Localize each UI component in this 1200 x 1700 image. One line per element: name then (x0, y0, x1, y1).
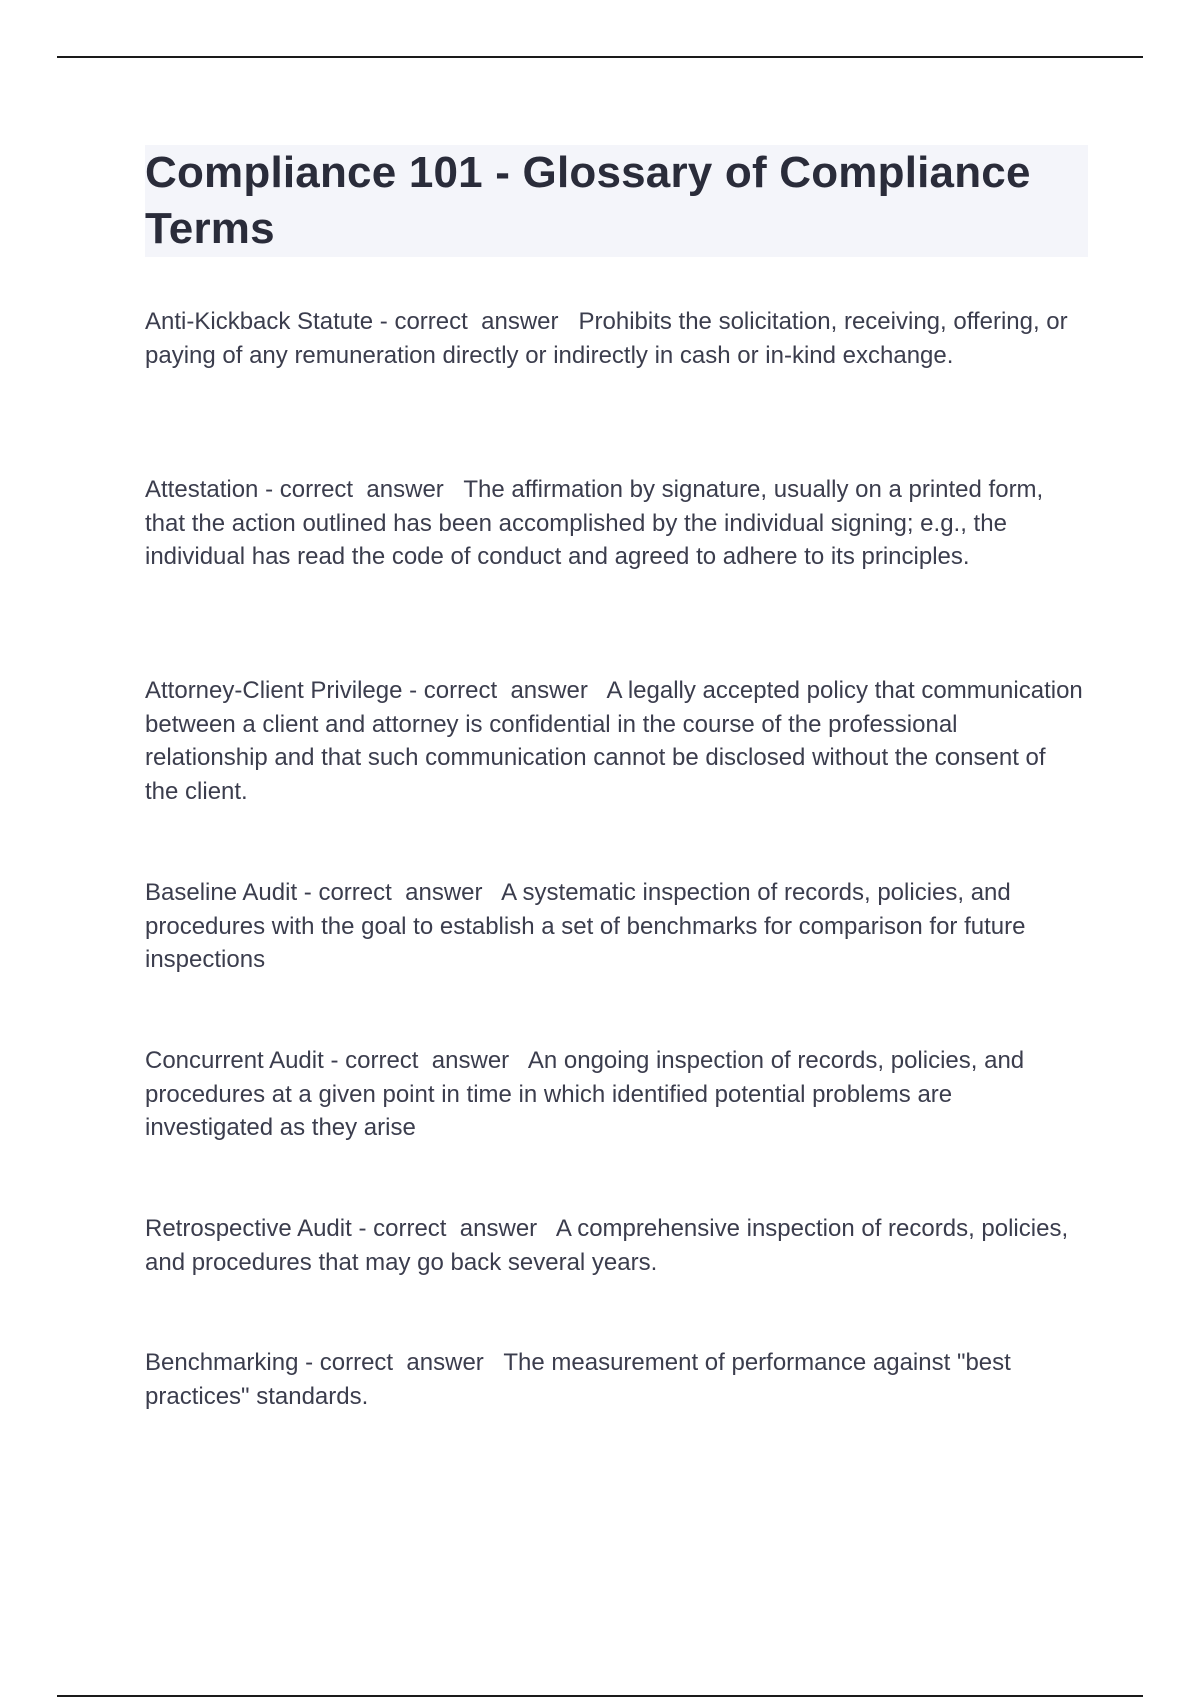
glossary-entry (145, 876, 1085, 977)
top-rule (57, 56, 1143, 58)
glossary-definition: The affirmation by signature, usually on a printed form, that the action outlined has been accomplished by the individual signing; e.g., the individual has read the code of conduct and agreed to adhere to its principles. (145, 476, 1050, 570)
glossary-term: Baseline Audit (145, 879, 298, 906)
glossary-entry (145, 674, 1090, 808)
answer-separator: - correct answer (402, 677, 607, 704)
answer-separator: - correct answer (323, 1047, 528, 1074)
glossary-definition: Prohibits the solicitation, receiving, offering, or paying of any remuneration directly or indirectly in cash or in-kind exchange. (145, 308, 1075, 369)
glossary-term: Retrospective Audit (145, 1215, 352, 1242)
glossary-entry (145, 1346, 1085, 1413)
answer-separator: - correct answer (297, 879, 502, 906)
glossary-definition: A comprehensive inspection of records, policies, and procedures that may go back several years. (145, 1215, 1075, 1276)
glossary-term: Anti-Kickback Statute (145, 308, 374, 335)
answer-separator: - correct answer (258, 476, 464, 503)
page-title: Compliance 101 - Glossary of Compliance Terms (145, 148, 1031, 253)
glossary-term: Benchmarking (145, 1349, 299, 1376)
title-block (145, 145, 1088, 257)
glossary-term: Attestation (145, 476, 259, 503)
glossary-term: Attorney-Client Privilege (145, 677, 403, 704)
glossary-term: Concurrent Audit (145, 1047, 324, 1074)
glossary-definition: A systematic inspection of records, policies, and procedures with the goal to establish a set of benchmarks for comparison for future inspections (145, 879, 1033, 973)
glossary-entry (145, 473, 1085, 574)
bottom-rule (57, 1695, 1143, 1697)
glossary-definition: A legally accepted policy that communication between a client and attorney is confidential in the course of the professional relationship and that such communication cannot be disclosed without the consent of the client. (145, 677, 1090, 805)
glossary-entry (145, 1212, 1085, 1279)
answer-separator: - correct answer (298, 1349, 504, 1376)
glossary-entry (145, 305, 1085, 372)
answer-separator: - correct answer (373, 308, 579, 335)
glossary-definition: An ongoing inspection of records, policies, and procedures at a given point in time in which identified potential problems are investigated as they arise (145, 1047, 1031, 1141)
answer-separator: - correct answer (351, 1215, 556, 1242)
glossary-definition: The measurement of performance against "best practices" standards. (145, 1349, 1018, 1410)
glossary-entry (145, 1044, 1085, 1145)
